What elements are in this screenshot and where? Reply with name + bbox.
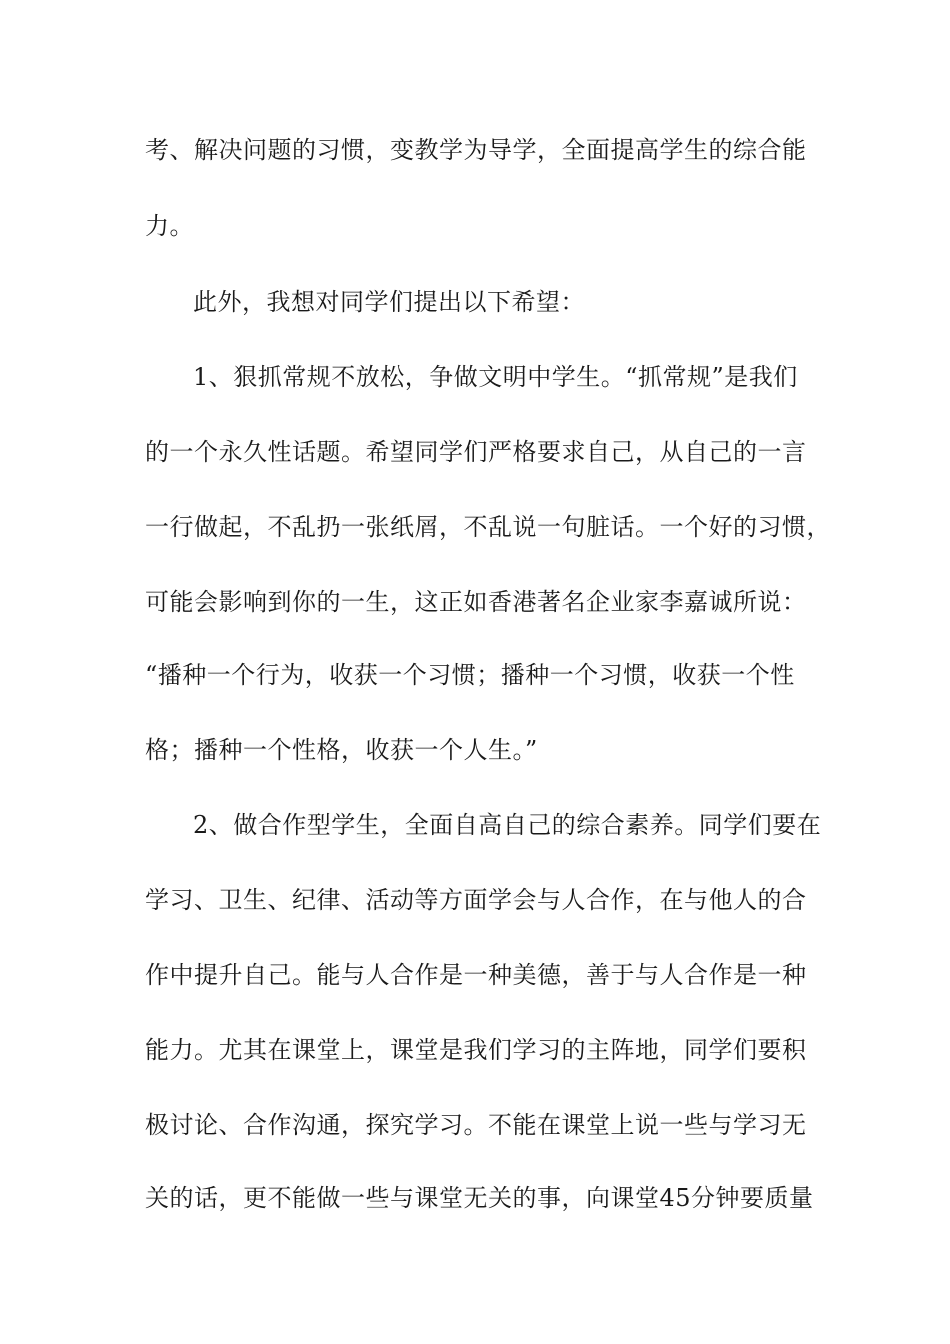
text-line: 关的话，更不能做一些与课堂无关的事，向课堂45分钟要质量 <box>145 1184 814 1212</box>
text-line: 作中提升自己。能与人合作是一种美德，善于与人合作是一种 <box>145 961 807 989</box>
text-line: “播种一个行为，收获一个习惯；播种一个习惯，收获一个性 <box>145 661 795 689</box>
text-line: 格；播种一个性格，收获一个人生。” <box>145 736 538 764</box>
text-line: 一行做起，不乱扔一张纸屑，不乱说一句脏话。一个好的习惯， <box>145 513 831 541</box>
text-line: 的一个永久性话题。希望同学们严格要求自己，从自己的一言 <box>145 438 807 466</box>
text-line: 考、解决问题的习惯，变教学为导学，全面提高学生的综合能 <box>145 136 807 164</box>
paragraph-start-line: 此外，我想对同学们提出以下希望： <box>193 288 585 316</box>
paragraph-start-line: 1、狠抓常规不放松，争做文明中学生。“抓常规”是我们 <box>193 363 798 391</box>
text-line: 可能会影响到你的一生，这正如香港著名企业家李嘉诚所说： <box>145 588 807 616</box>
paragraph-start-line: 2、做合作型学生，全面自高自己的综合素养。同学们要在 <box>193 811 822 839</box>
text-line: 极讨论、合作沟通，探究学习。不能在课堂上说一些与学习无 <box>145 1111 807 1139</box>
text-line: 能力。尤其在课堂上，课堂是我们学习的主阵地，同学们要积 <box>145 1036 807 1064</box>
text-line: 学习、卫生、纪律、活动等方面学会与人合作，在与他人的合 <box>145 886 807 914</box>
text-line: 力。 <box>145 212 194 240</box>
